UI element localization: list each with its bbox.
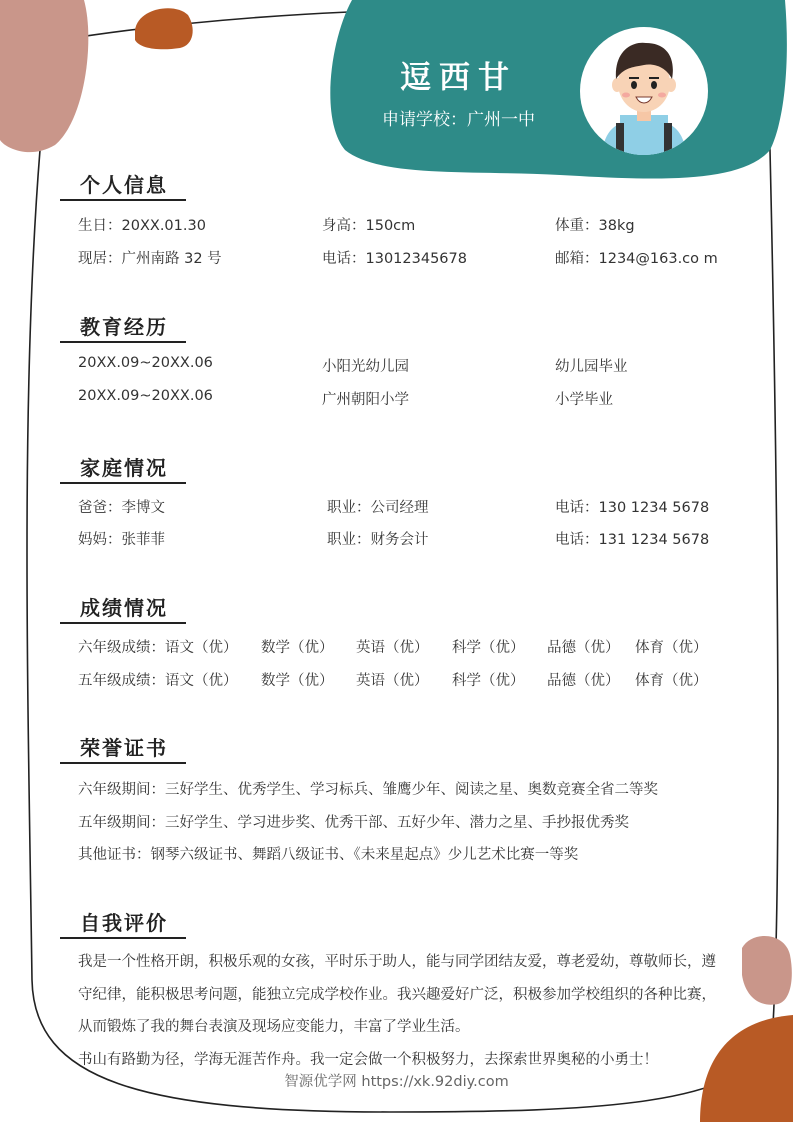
- grade-morality: 品德（优）: [547, 673, 620, 689]
- grade-pe: 体育（优）: [635, 640, 708, 656]
- weight: 体重：38kg: [555, 218, 635, 234]
- family-job: 职业：公司经理: [327, 500, 429, 516]
- grade-science: 科学（优）: [452, 640, 525, 656]
- section-title-personal: 个人信息: [80, 173, 168, 197]
- teal-header-blob: [330, 0, 787, 179]
- boy-avatar-icon: [580, 27, 708, 155]
- address: 现居：广州南路 32 号: [78, 251, 222, 267]
- height: 身高：150cm: [322, 218, 416, 234]
- family-member: 爸爸：李博文: [78, 500, 165, 516]
- footer-watermark: 智源优学网 https://xk.92diy.com: [284, 1074, 509, 1090]
- grade-math: 数学（优）: [261, 640, 334, 656]
- family-phone: 电话：131 1234 5678: [555, 532, 710, 548]
- family-job: 职业：财务会计: [327, 532, 429, 548]
- pink-blob-bottom-right: [742, 936, 792, 1005]
- birthday: 生日：20XX.01.30: [78, 218, 206, 234]
- education-school: 小阳光幼儿园: [322, 359, 409, 375]
- section-underline: [60, 482, 186, 484]
- grade-label: 五年级成绩：语文（优）: [78, 673, 238, 689]
- section-title-grades: 成绩情况: [80, 596, 168, 620]
- grade-morality: 品德（优）: [547, 640, 620, 656]
- education-period: 20XX.09~20XX.06: [78, 388, 213, 404]
- grade-math: 数学（优）: [261, 673, 334, 689]
- section-underline: [60, 937, 186, 939]
- section-title-family: 家庭情况: [80, 456, 168, 480]
- education-result: 幼儿园毕业: [555, 359, 628, 375]
- section-title-self: 自我评价: [80, 911, 168, 935]
- family-phone: 电话：130 1234 5678: [555, 500, 710, 516]
- avatar: [580, 27, 708, 155]
- section-title-honors: 荣誉证书: [80, 736, 168, 760]
- pink-blob-top-left: [0, 0, 88, 152]
- education-school: 广州朝阳小学: [322, 392, 409, 408]
- grade-english: 英语（优）: [356, 673, 429, 689]
- honor-line: 其他证书：钢琴六级证书、舞蹈八级证书、《未来星起点》少儿艺术比赛一等奖: [78, 847, 579, 863]
- education-result: 小学毕业: [555, 392, 613, 408]
- self-eval-paragraph: 我是一个性格开朗，积极乐观的女孩，平时乐于助人，能与同学团结友爱，尊老爱幼，尊敬师长，遵守纪律，能积极思考问题，能独立完成学校作业。我兴趣爱好广泛，积极参加学校组织的各种比赛，从而锻炼了我的舞台表演及现场应变能力，丰富了学业生活。: [78, 954, 716, 1035]
- section-underline: [60, 622, 186, 624]
- applying-school: 申请学校：广州一中: [382, 110, 535, 130]
- email: 邮箱：1234@163.co m: [555, 251, 718, 267]
- section-underline: [60, 341, 186, 343]
- rust-blob-top: [135, 8, 193, 49]
- grade-english: 英语（优）: [356, 640, 429, 656]
- student-name: 逗西甘: [400, 60, 517, 96]
- section-underline: [60, 762, 186, 764]
- section-underline: [60, 199, 186, 201]
- grade-science: 科学（优）: [452, 673, 525, 689]
- family-member: 妈妈：张菲菲: [78, 532, 165, 548]
- self-eval-closing: 书山有路勤为径，学海无涯苦作舟。我一定会做一个积极努力，去探索世界奥秘的小勇士！: [78, 1052, 658, 1068]
- section-title-education: 教育经历: [80, 315, 168, 339]
- education-period: 20XX.09~20XX.06: [78, 355, 213, 371]
- honor-line: 六年级期间：三好学生、优秀学生、学习标兵、雏鹰少年、阅读之星、奥数竞赛全省二等奖: [78, 782, 658, 798]
- grade-label: 六年级成绩：语文（优）: [78, 640, 238, 656]
- honor-line: 五年级期间：三好学生、学习进步奖、优秀干部、五好少年、潜力之星、手抄报优秀奖: [78, 815, 629, 831]
- phone: 电话：13012345678: [322, 251, 467, 267]
- grade-pe: 体育（优）: [635, 673, 708, 689]
